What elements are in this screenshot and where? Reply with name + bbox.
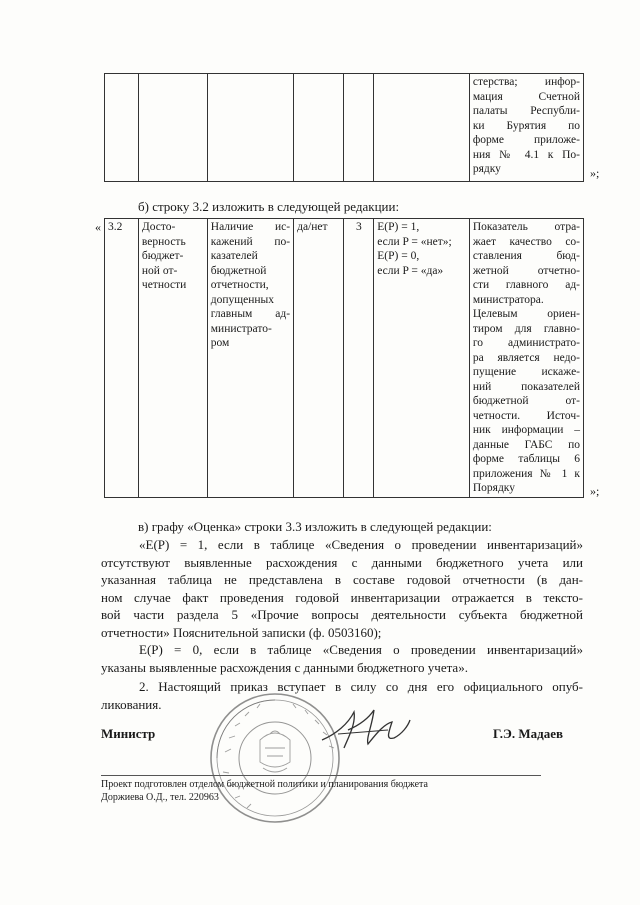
signature-icon [318, 704, 414, 754]
cell-line: сти главного ад- [472, 279, 580, 291]
table-cell-empty [105, 74, 139, 182]
cell-line: бюджет- [141, 250, 184, 262]
cell-line: пущение искаже- [472, 366, 580, 378]
footer-contact: Доржиева О.Д., тел. 220963 [101, 792, 219, 803]
cell-line: если P = «нет»; [377, 235, 452, 248]
cell-line: главным ад- [210, 308, 291, 320]
cell-line: ник информации – [472, 424, 580, 436]
cell-line: Порядку [472, 482, 515, 494]
cell-line: если P = «да» [377, 264, 444, 277]
cell-number [105, 219, 139, 498]
row-number: 3.2 [108, 221, 123, 233]
signatory-title: Министр [101, 726, 156, 741]
cell-line: Наличие ис- [210, 221, 291, 233]
cell-line: форме приложе- [472, 134, 580, 146]
cell-line: жетной отчетно- [472, 264, 580, 277]
paragraph-line: отчетности» Пояснительной записки (ф. 0503160); [101, 624, 382, 640]
cell-line: ния № 4.1 к По- [472, 148, 580, 161]
footer-divider [101, 775, 541, 776]
cell-line: кажений по- [210, 235, 291, 248]
cell-line: го администрато- [472, 337, 580, 349]
cell-line: палаты Республи- [472, 105, 580, 117]
cell-line: казателей [210, 250, 258, 262]
paragraph-line: ликования. [101, 696, 162, 712]
table-row-3-2 [104, 218, 584, 498]
cell-line: Целевым ориен- [472, 308, 580, 320]
cell-weight [344, 219, 374, 498]
cell-line: ставления бюд- [472, 250, 580, 262]
signatory-name: Г.Э. Мадаев [493, 726, 564, 741]
cell-line: рядку [472, 163, 501, 175]
cell-formula [374, 219, 470, 498]
paragraph-line: «E(P) = 1, если в таблице «Сведения о проведении инвентаризаций» [139, 537, 583, 552]
section-c-paragraph-1 [101, 536, 583, 641]
cell-line: ной от- [141, 264, 178, 277]
cell-line: четности [141, 279, 187, 291]
table-cell-empty [294, 74, 344, 182]
section-heading-b: б) строку 3.2 изложить в следующей редакции: [138, 199, 400, 214]
cell-comment [469, 219, 583, 498]
cell-line: отчетности, [210, 279, 269, 291]
section-c-paragraph-2 [101, 641, 583, 676]
table-cell-empty [207, 74, 293, 182]
cell-line: жает качество со- [472, 235, 580, 248]
cell-line: E(P) = 0, [377, 250, 420, 262]
footer-prepared-by: Проект подготовлен отделом бюджетной политики и планирования бюджета [101, 779, 428, 790]
table-cell-empty [138, 74, 207, 182]
cell-line: бюджетной от- [472, 395, 580, 407]
cell-line: тиром для главно- [472, 322, 580, 335]
paragraph-line: указанная таблица не представлена в составе годовой отчетности (в дан- [101, 572, 583, 587]
section-heading-c: в) графу «Оценка» строки 3.3 изложить в следующей редакции: [138, 519, 492, 534]
cell-line: министрато- [210, 322, 272, 335]
cell-line: Показатель отра- [472, 221, 580, 233]
opening-quote: « [95, 220, 101, 234]
cell-line: верность [141, 235, 186, 248]
paragraph-line: указаны выявленные расхождения с данными бюджетного учета». [101, 659, 468, 675]
paragraph-line: 2. Настоящий приказ вступает в силу со дня его официального опуб- [139, 679, 583, 694]
cell-line: ром [210, 337, 230, 349]
table-continuation [104, 73, 584, 182]
table-cell-empty [374, 74, 470, 182]
cell-line: министратора. [472, 293, 544, 306]
paragraph-line: отсутствуют выявленные расхождения с данными бюджетного учета или [101, 554, 583, 570]
weight-value: 3 [355, 221, 362, 233]
cell-description [207, 219, 293, 498]
cell-line: приложения № 1 к [472, 467, 580, 480]
paragraph-line: вой части раздела 5 «Прочие вопросы деятельности субъекта бюджетной [101, 607, 583, 622]
cell-line: E(P) = 1, [377, 221, 420, 233]
cell-line: Досто- [141, 221, 176, 233]
cell-line: четности. Источ- [472, 409, 580, 422]
unit-value: да/нет [297, 221, 328, 233]
cell-line: форме таблицы 6 [472, 453, 580, 465]
cell-line: ний показателей [472, 380, 580, 393]
table-cell-empty [344, 74, 374, 182]
cell-unit [294, 219, 344, 498]
closing-quote: »; [590, 484, 600, 498]
cell-line: допущенных [210, 293, 275, 306]
paragraph-line: E(P) = 0, если в таблице «Сведения о проведении инвентаризаций» [139, 642, 583, 657]
cell-line: мация Счетной [472, 90, 580, 103]
cell-line: стерства; инфор- [472, 76, 580, 88]
cell-indicator-name [138, 219, 207, 498]
closing-quote: »; [590, 166, 600, 180]
table-cell-source [469, 74, 583, 182]
cell-line: ра является недо- [472, 351, 580, 364]
cell-line: ки Бурятия по [472, 119, 580, 132]
paragraph-line: ном случае факт проведения годовой инвентаризации отражается в тексто- [101, 589, 583, 605]
cell-line: бюджетной [210, 264, 267, 277]
cell-line: данные ГАБС по [472, 438, 580, 451]
